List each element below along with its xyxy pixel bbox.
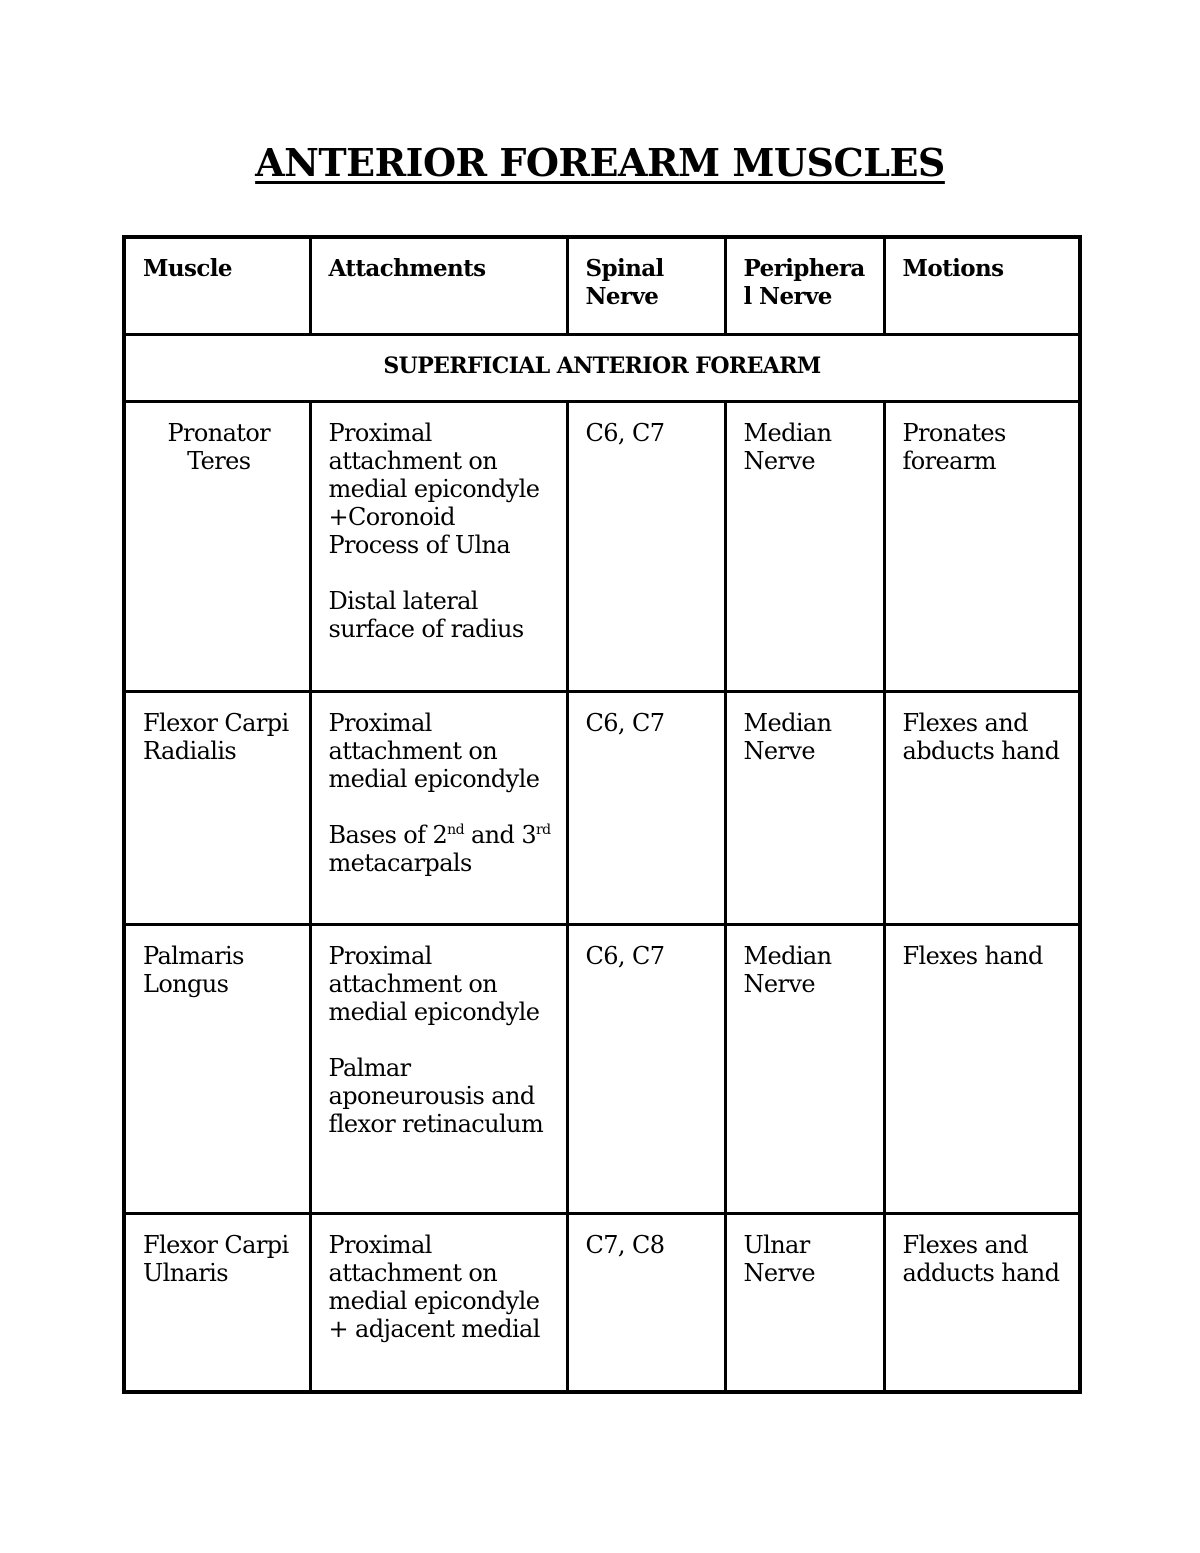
header-attachments: Attachments (310, 237, 567, 335)
motion-cell: Pronates forearm (884, 402, 1080, 692)
spinal-nerve-cell: C6, C7 (567, 692, 725, 925)
muscle-cell: Pronator Teres (124, 402, 310, 692)
attachment-distal-text: metacarpals (328, 849, 472, 877)
table-row (124, 1214, 1080, 1392)
header-peripheral-nerve (725, 237, 884, 335)
muscle-cell: Flexor Carpi Ulnaris (124, 1214, 310, 1392)
peripheral-nerve-cell: Median Nerve (725, 692, 884, 925)
peripheral-nerve-cell: Median Nerve (725, 925, 884, 1214)
page-title (0, 140, 1200, 185)
attachment-distal (329, 821, 552, 877)
muscle-cell: Flexor Carpi Radialis (124, 692, 310, 925)
header-peripheral-line1: Periphera (743, 255, 865, 282)
header-spinal-line2: Nerve (585, 283, 659, 310)
attachment-distal: Distal lateral surface of radius (328, 587, 524, 643)
peripheral-nerve-cell: Ulnar Nerve (725, 1214, 884, 1392)
section-row (124, 335, 1080, 402)
header-peripheral-line2: l Nerve (743, 283, 832, 310)
superscript: nd (447, 822, 464, 838)
page-title-text: ANTERIOR FOREARM MUSCLES (255, 140, 945, 185)
attachment-distal-text: Bases of 2 (328, 821, 448, 849)
superscript: rd (536, 822, 551, 838)
attachment-proximal: Proximal attachment on medial epicondyle + adjacent medial (328, 1231, 540, 1343)
attachment-distal-text: and 3 (463, 821, 536, 849)
header-row (124, 237, 1080, 335)
header-spinal-nerve (567, 237, 725, 335)
attachment-proximal: Proximal attachment on medial epicondyle (328, 942, 540, 1026)
attachment-proximal: Proximal attachment on medial epicondyle +Coronoid Process of Ulna (328, 419, 540, 559)
peripheral-nerve-cell: Median Nerve (725, 402, 884, 692)
motion-cell: Flexes and adducts hand (884, 1214, 1080, 1392)
header-muscle: Muscle (124, 237, 310, 335)
header-spinal-line1: Spinal (585, 255, 664, 282)
muscle-table (122, 235, 1082, 1394)
motion-cell: Flexes hand (884, 925, 1080, 1214)
spinal-nerve-cell: C6, C7 (567, 402, 725, 692)
attachments-cell (310, 925, 567, 1214)
muscle-cell: Palmaris Longus (124, 925, 310, 1214)
attachment-distal: Palmar aponeurousis and flexor retinaculum (328, 1054, 544, 1138)
motion-cell: Flexes and abducts hand (884, 692, 1080, 925)
attachments-cell (310, 1214, 567, 1392)
table-row (124, 402, 1080, 692)
spinal-nerve-cell: C6, C7 (567, 925, 725, 1214)
attachments-cell (310, 692, 567, 925)
table-row (124, 692, 1080, 925)
header-motions: Motions (884, 237, 1080, 335)
spinal-nerve-cell: C7, C8 (567, 1214, 725, 1392)
attachments-cell (310, 402, 567, 692)
table-row (124, 925, 1080, 1214)
attachment-proximal: Proximal attachment on medial epicondyle (328, 709, 540, 793)
section-title: SUPERFICIAL ANTERIOR FOREARM (124, 335, 1080, 402)
